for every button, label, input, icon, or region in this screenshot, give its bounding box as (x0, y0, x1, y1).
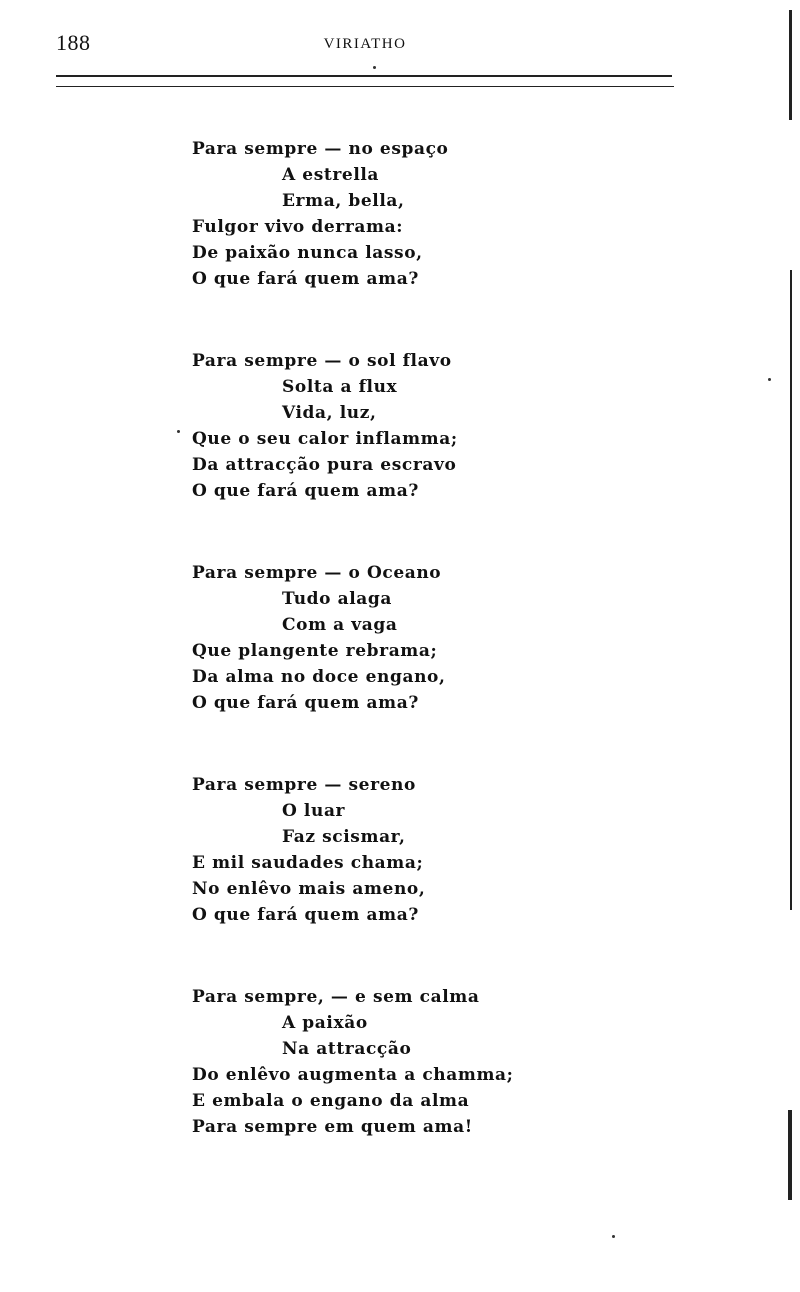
poem-line: Da alma no doce engano, (192, 667, 446, 687)
poem-line: Erma, bella, (282, 191, 405, 211)
poem-line: O que fará quem ama? (192, 481, 419, 501)
poem-line: Na attracção (282, 1039, 412, 1059)
poem-line: Com a vaga (282, 615, 398, 635)
header-rule-top (56, 75, 672, 77)
poem-line: Vida, luz, (282, 403, 377, 423)
poem-line: Para sempre — no espaço (192, 139, 449, 159)
poem-line: De paixão nunca lasso, (192, 243, 423, 263)
stanza-3 (192, 560, 632, 716)
poem-line: O que fará quem ama? (192, 269, 419, 289)
poem-line: Que o seu calor inflamma; (192, 429, 458, 449)
poem-line: Que plangente rebrama; (192, 641, 438, 661)
poem-line: Tudo alaga (282, 589, 392, 609)
binding-edge-upper (789, 10, 792, 120)
header-rule-bottom (56, 86, 674, 87)
poem-line: E mil saudades chama; (192, 853, 424, 873)
poem-line: Para sempre em quem ama! (192, 1117, 473, 1137)
poem-line: O que fará quem ama? (192, 693, 419, 713)
speck (373, 66, 376, 69)
binding-edge-lower (788, 1110, 792, 1200)
page-number: 188 (56, 30, 91, 55)
stanza-1 (192, 136, 632, 292)
speck (768, 378, 771, 381)
stanza-2 (192, 348, 632, 504)
poem-line: O luar (282, 801, 346, 821)
poem-line: Para sempre — o sol flavo (192, 351, 452, 371)
poem-line: Para sempre — o Oceano (192, 563, 442, 583)
poem-line: Faz scismar, (282, 827, 406, 847)
poem-line: No enlêvo mais ameno, (192, 879, 426, 899)
speck (612, 1235, 615, 1238)
binding-edge-middle (790, 270, 792, 910)
poem-line: Solta a flux (282, 377, 398, 397)
poem-line: Para sempre, — e sem calma (192, 987, 480, 1007)
stanza-5 (192, 984, 632, 1140)
running-title: VIRIATHO (323, 36, 407, 52)
poem-line: O que fará quem ama? (192, 905, 419, 925)
poem-line: Fulgor vivo derrama: (192, 217, 404, 237)
poem-line: E embala o engano da alma (192, 1091, 470, 1111)
poem-line: Para sempre — sereno (192, 775, 416, 795)
stanza-4 (192, 772, 632, 928)
poem-line: A estrella (282, 165, 380, 185)
poem-line: Da attracção pura escravo (192, 455, 457, 475)
speck (177, 430, 180, 433)
poem-line: A paixão (282, 1013, 368, 1033)
poem-line: Do enlêvo augmenta a chamma; (192, 1065, 514, 1085)
poem (192, 136, 632, 1196)
